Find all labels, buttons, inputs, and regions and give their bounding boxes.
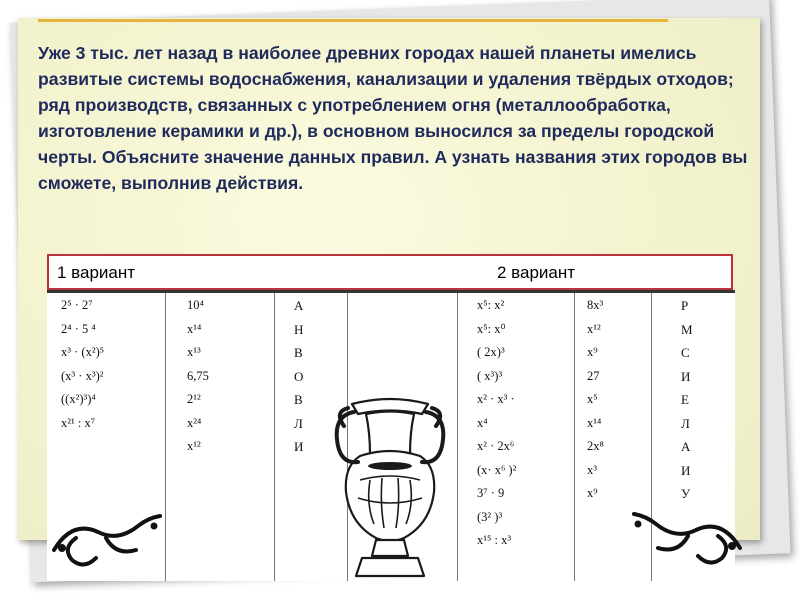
variant-2-answers [587,294,604,506]
letter: Р [681,298,689,313]
letter: Л [294,415,304,431]
answer: x⁹ [587,486,598,500]
expression: ((x²)³)⁴ [61,392,96,406]
answer: x¹² [587,321,601,336]
variant-2-label: 2 вариант [497,263,576,282]
letter: С [681,345,691,360]
expression: x¹⁵ : x³ [477,533,512,547]
answer: 6,75 [187,368,209,383]
answer: 8x³ [587,298,604,312]
answer: x¹⁴ [187,321,202,336]
task-text: Уже 3 тыс. лет назад в наиболее древних городах нашей планеты имелись развитые системы водоснабжения, канализации и удаления твёрдых отходов; ряд производств, связанных с употреблением огня (металлообработка, изготовление керамики и др.), в основном выносился за пределы городской черты. Объясните значение данных правил. А узнать названия этих городов вы сможете, выполнив действия. [38,43,748,193]
letter: И [294,439,304,454]
expression: x³ · (x²)⁵ [61,345,105,359]
answer: x¹⁴ [587,415,602,430]
letter: А [294,298,304,313]
expression: x²¹ : x⁷ [61,415,96,430]
variant-1-answers [187,294,209,459]
letter: В [294,392,304,407]
variant-2-letters [681,294,693,506]
expression: ( x³)³ [477,368,503,383]
answer: x²⁴ [187,415,202,430]
answer: 2¹² [187,392,201,406]
letter: А [681,439,691,454]
expression: x⁴ [477,415,488,430]
letter: И [681,462,691,478]
letter: Н [294,321,304,337]
answer: x¹² [187,439,201,453]
expression: x⁵: x⁰ [477,321,506,336]
column-divider [457,293,458,581]
answer: x³ [587,462,597,477]
letter: Л [681,415,691,431]
variants-header [47,254,733,290]
expression: x² · x³ · [477,392,515,406]
flourish-right-icon [618,508,748,570]
expression: (3² )³ [477,509,503,524]
variant-1-expressions [61,294,104,435]
expression: x⁵: x² [477,298,505,312]
variant-1-letters [294,294,304,459]
expression: 2⁴ · 5 ⁴ [61,321,96,336]
answer: x⁵ [587,392,598,406]
letter: И [681,368,691,384]
accent-line [38,19,668,22]
letter: Е [681,392,690,407]
answer: 2x⁸ [587,439,604,453]
variant-1-label: 1 вариант [57,263,136,282]
letter: М [681,321,694,337]
expression: 2⁵ · 2⁷ [61,298,93,312]
expression: ( 2x)³ [477,345,505,359]
flourish-left-icon [46,510,166,572]
amphora-icon [330,382,450,592]
answer: x¹³ [187,345,201,359]
column-divider [574,293,575,581]
answer: x⁹ [587,345,598,359]
column-divider [274,293,275,581]
expression: (x· x⁶ )² [477,462,517,477]
sheet-top-border [47,290,735,293]
variant-2-expressions [477,294,516,553]
expression: 3⁷ · 9 [477,486,505,500]
letter: О [294,368,304,384]
expression: (x³ · x³)² [61,368,104,383]
letter: У [681,486,691,501]
answer: 10⁴ [187,298,204,312]
expression: x² · 2x⁶ [477,439,515,453]
letter: В [294,345,304,360]
answer: 27 [587,368,600,383]
